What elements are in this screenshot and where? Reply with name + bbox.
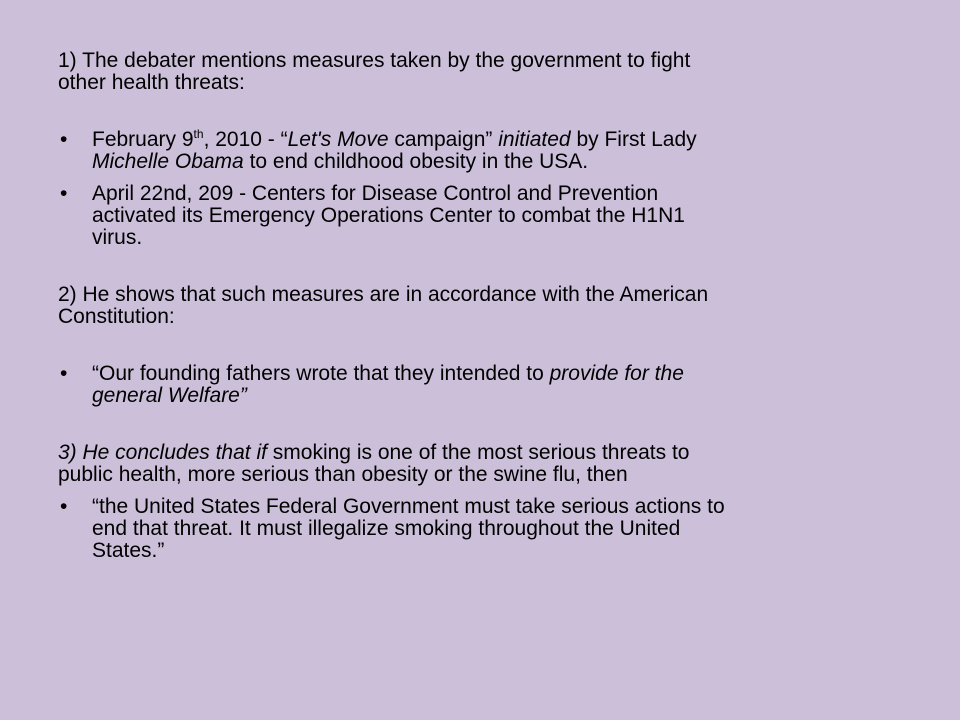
italic-text: Let's Move <box>287 128 389 151</box>
numbered-paragraph <box>58 50 928 94</box>
text-line <box>58 71 928 94</box>
text-run: activated its Emergency Operations Center to combat the H1N1 <box>92 204 685 227</box>
superscript-text: th <box>193 127 204 141</box>
text-line <box>92 129 928 151</box>
bullet-marker: • <box>60 128 68 151</box>
numbered-paragraph <box>58 442 928 486</box>
text-run: public health, more serious than obesity or the swine flu, then <box>58 463 628 486</box>
bullet-marker: • <box>60 495 68 518</box>
text-line <box>58 283 928 306</box>
text-run: , 2010 - “ <box>203 128 288 151</box>
text-run: 1) The debater mentions measures taken by the government to fight <box>58 49 691 72</box>
text-line <box>92 385 928 407</box>
italic-text: 3) He concludes that if <box>58 441 267 464</box>
text-line <box>92 518 928 540</box>
italic-text: general Welfare” <box>92 384 247 407</box>
text-run: other health threats: <box>58 71 245 94</box>
text-run: by First Lady <box>570 128 697 151</box>
text-line <box>58 49 928 72</box>
text-line <box>58 463 928 486</box>
slide-body <box>58 50 928 562</box>
text-run: smoking is one of the most serious threats to <box>266 441 690 464</box>
text-run: 2) He shows that such measures are in accordance with the American <box>58 283 709 306</box>
text-run: to end childhood obesity in the USA. <box>243 150 589 173</box>
bullet-item <box>58 363 928 407</box>
text-run: States.” <box>92 539 165 562</box>
text-run: campaign” <box>388 128 499 151</box>
text-line <box>58 305 928 328</box>
numbered-paragraph <box>58 284 928 328</box>
text-line <box>92 540 928 562</box>
bullet-item <box>58 183 928 249</box>
bullet-marker: • <box>60 362 68 385</box>
text-run: Constitution: <box>58 305 175 328</box>
text-run: “Our founding fathers wrote that they intended to <box>92 362 550 385</box>
text-run: February 9 <box>92 128 194 151</box>
italic-text: Michelle Obama <box>92 150 244 173</box>
text-line <box>92 183 928 205</box>
text-run: “the United States Federal Government must take serious actions to <box>92 495 725 518</box>
text-line <box>92 227 928 249</box>
text-run: virus. <box>92 226 143 249</box>
text-line <box>92 363 928 385</box>
text-line <box>92 151 928 173</box>
text-run: April 22nd, 209 - Centers for Disease Control and Prevention <box>92 182 659 205</box>
bullet-item <box>58 496 928 562</box>
italic-text: initiated <box>498 128 571 151</box>
italic-text: provide for the <box>549 362 684 385</box>
text-line <box>92 496 928 518</box>
text-line <box>92 205 928 227</box>
bullet-marker: • <box>60 182 68 205</box>
bullet-item <box>58 129 928 173</box>
text-line <box>58 441 928 464</box>
text-run: end that threat. It must illegalize smoking throughout the United <box>92 517 681 540</box>
